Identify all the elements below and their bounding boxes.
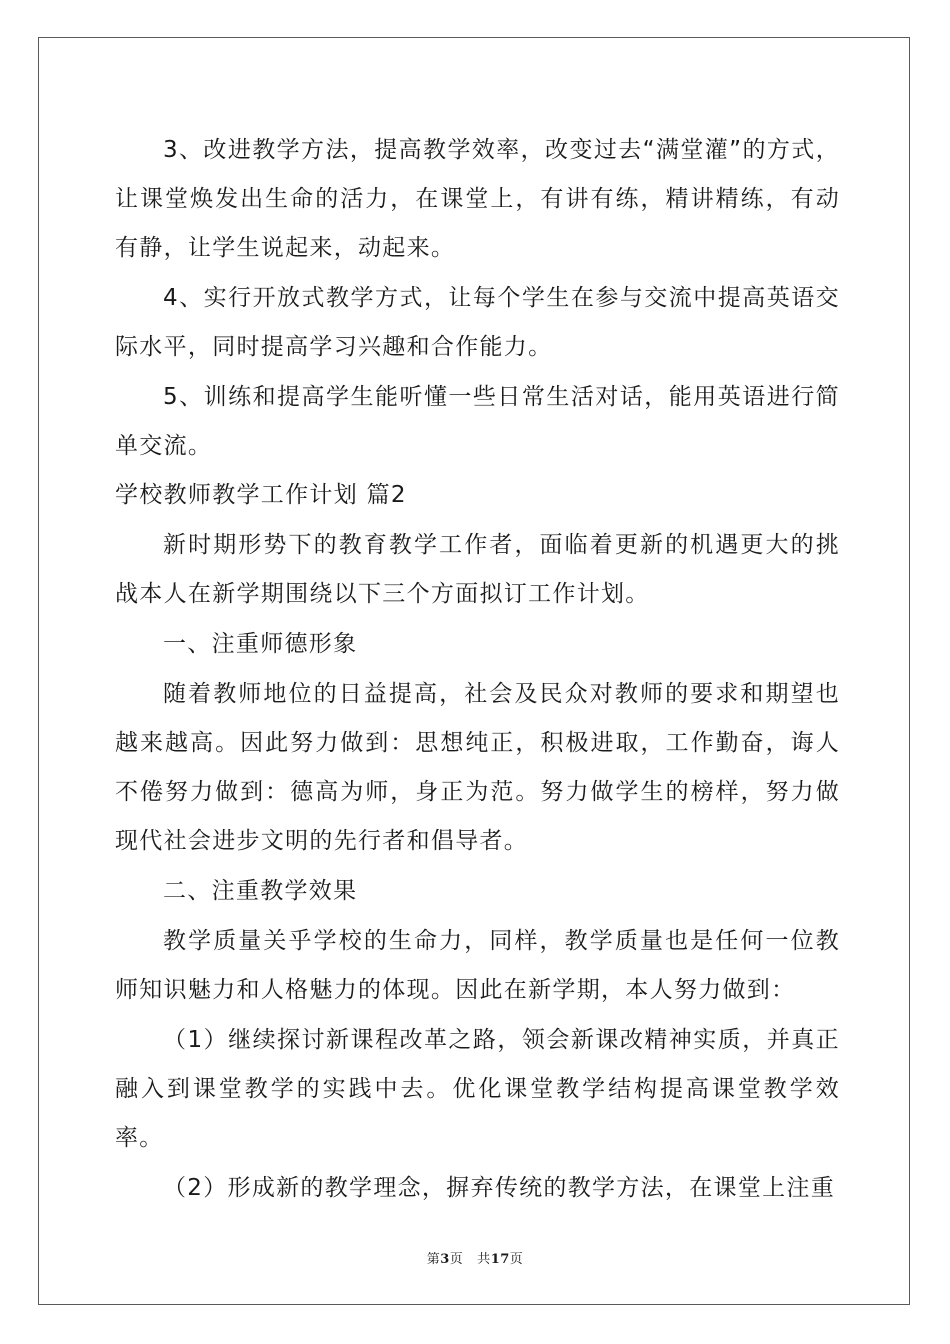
page-suffix: 页 <box>449 1252 464 1267</box>
ethics-paragraph: 随着教师地位的日益提高，社会及民众对教师的要求和期望也越来越高。因此努力做到：思想纯正，积极进取，工作勤奋，诲人不倦努力做到：德高为师，身正为范。努力做学生的榜样，努力做现代社会进步文明的先行者和倡导者。 <box>115 681 840 854</box>
effect-paragraph: 教学质量关乎学校的生命力，同样，教学质量也是任何一位教师知识魅力和人格魅力的体现。因此在新学期，本人努力做到： <box>115 928 840 1003</box>
page-footer <box>0 1248 950 1267</box>
document-body <box>115 126 840 1213</box>
subheading-effect: 二、注重教学效果 <box>163 878 358 904</box>
intro-paragraph: 新时期形势下的教育教学工作者，面临着更新的机遇更大的挑战本人在新学期围绕以下三个方面拟订工作计划。 <box>115 532 840 607</box>
total-pages: 17 <box>490 1252 510 1267</box>
subheading-ethics: 一、注重师德形象 <box>163 631 358 657</box>
total-suffix: 页 <box>509 1252 524 1267</box>
page-number: 3 <box>440 1252 450 1267</box>
effect-item-1: （1）继续探讨新课程改革之路，领会新课改精神实质，并真正融入到课堂教学的实践中去。优化课堂教学结构提高课堂教学效率。 <box>115 1027 840 1151</box>
total-prefix: 共 <box>477 1252 491 1267</box>
paragraph-item-4: 4、实行开放式教学方式，让每个学生在参与交流中提高英语交际水平，同时提高学习兴趣和合作能力。 <box>115 285 840 360</box>
paragraph-item-5: 5、训练和提高学生能听懂一些日常生活对话，能用英语进行简单交流。 <box>115 384 840 459</box>
page-prefix: 第 <box>426 1252 441 1267</box>
effect-item-2: （2）形成新的教学理念，摒弃传统的教学方法，在课堂上注重 <box>163 1175 836 1201</box>
paragraph-item-3: 3、改进教学方法，提高教学效率，改变过去“满堂灌”的方式，让课堂焕发出生命的活力，在课堂上，有讲有练，精讲精练，有动有静，让学生说起来，动起来。 <box>115 137 840 261</box>
section-title: 学校教师教学工作计划 篇2 <box>115 482 407 508</box>
